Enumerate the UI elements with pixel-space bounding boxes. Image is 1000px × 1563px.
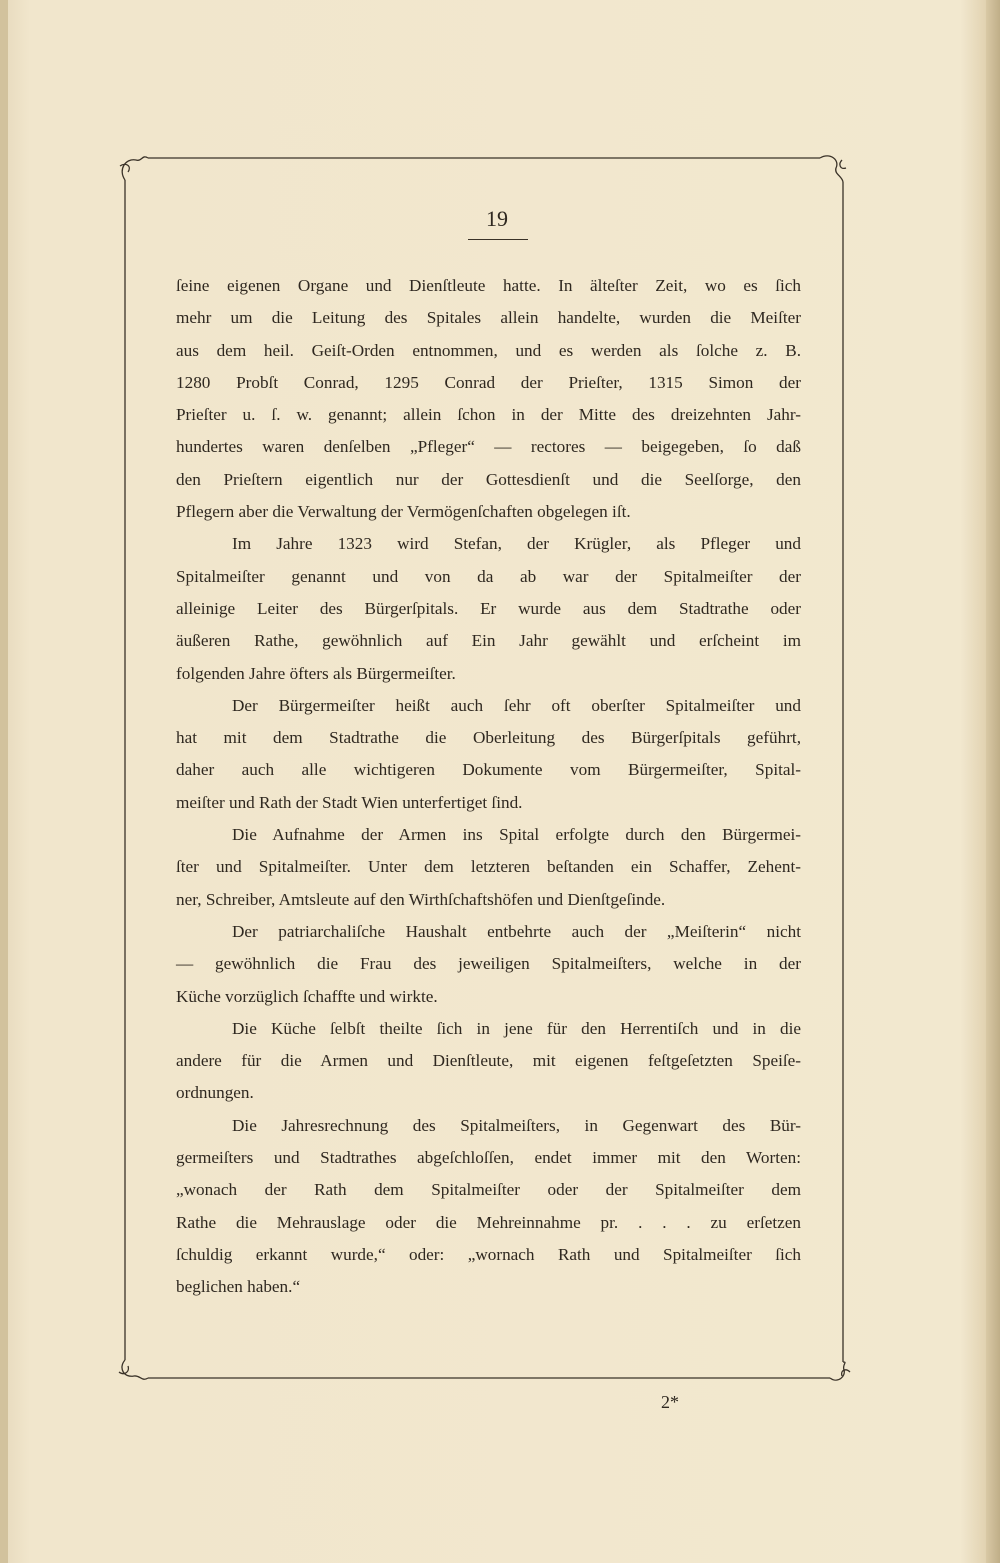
- text-line: mehr um die Leitung des Spitales allein handelte, wurden die Meiſter: [176, 308, 801, 328]
- text-line: Die Küche ſelbſt theilte ſich in jene für den Herrentiſch und in die: [232, 1018, 801, 1038]
- body-text: [176, 270, 801, 1304]
- text-line: alleinige Leiter des Bürgerſpitals. Er wurde aus dem Stadtrathe oder: [176, 598, 801, 618]
- text-line: — gewöhnlich die Frau des jeweiligen Spitalmeiſters, welche in der: [176, 954, 801, 974]
- text-line: aus dem heil. Geiſt-Orden entnommen, und es werden als ſolche z. B.: [176, 340, 801, 360]
- text-line: Rathe die Mehrauslage oder die Mehreinnahme pr. . . . zu erſetzen: [176, 1212, 801, 1232]
- text-line: folgenden Jahre öfters als Bürgermeiſter.: [176, 663, 456, 683]
- page-number: 19: [486, 206, 508, 231]
- text-line: Prieſter u. ſ. w. genannt; allein ſchon in der Mitte des dreizehnten Jahr-: [176, 405, 801, 425]
- text-line: Pflegern aber die Verwaltung der Vermögenſchaften obgelegen iſt.: [176, 502, 631, 522]
- text-line: „wonach der Rath dem Spitalmeiſter oder der Spitalmeiſter dem: [176, 1180, 801, 1200]
- text-line: Die Aufnahme der Armen ins Spital erfolgte durch den Bürgermei-: [232, 825, 801, 845]
- text-line: daher auch alle wichtigeren Dokumente vom Bürgermeiſter, Spital-: [176, 760, 801, 780]
- text-line: ordnungen.: [176, 1083, 254, 1103]
- text-line: Spitalmeiſter genannt und von da ab war der Spitalmeiſter der: [176, 566, 801, 586]
- text-line: ſeine eigenen Organe und Dienſtleute hatte. In älteſter Zeit, wo es ſich: [176, 276, 801, 295]
- text-line: beglichen haben.“: [176, 1277, 301, 1297]
- text-line: ſchuldig erkannt wurde,“ oder: „wornach Rath und Spitalmeiſter ſich: [176, 1244, 801, 1264]
- text-line: ner, Schreiber, Amtsleute auf den Wirthſchaftshöfen und Dienſtgeſinde.: [176, 889, 666, 909]
- text-line: hat mit dem Stadtrathe die Oberleitung des Bürgerſpitals geführt,: [176, 728, 801, 748]
- text-line: äußeren Rathe, gewöhnlich auf Ein Jahr gewählt und erſcheint im: [176, 631, 801, 651]
- text-line: meiſter und Rath der Stadt Wien unterfertiget ſind.: [176, 792, 523, 812]
- text-line: hundertes waren denſelben „Pfleger“ — rectores — beigegeben, ſo daß: [176, 437, 801, 457]
- text-line: den Prieſtern eigentlich nur der Gottesdienſt und die Seelſorge, den: [176, 469, 801, 489]
- text-line: 1280 Probſt Conrad, 1295 Conrad der Prieſter, 1315 Simon der: [176, 372, 801, 392]
- text-line: ſter und Spitalmeiſter. Unter dem letzteren beſtanden ein Schaffer, Zehent-: [176, 857, 801, 877]
- text-line: andere für die Armen und Dienſtleute, mit eigenen feſtgeſetzten Speiſe-: [176, 1051, 801, 1071]
- text-line: Der Bürgermeiſter heißt auch ſehr oft oberſter Spitalmeiſter und: [232, 695, 801, 715]
- text-line: Küche vorzüglich ſchaffte und wirkte.: [176, 986, 438, 1006]
- page-number-rule: [468, 239, 528, 240]
- signature-mark: 2*: [661, 1392, 679, 1412]
- text-line: Der patriarchaliſche Haushalt entbehrte auch der „Meiſterin“ nicht: [232, 921, 801, 941]
- text-line: Im Jahre 1323 wird Stefan, der Krügler, als Pfleger und: [232, 534, 801, 554]
- text-line: germeiſters und Stadtrathes abgeſchloſſen, endet immer mit den Worten:: [176, 1148, 801, 1168]
- text-line: Die Jahresrechnung des Spitalmeiſters, in Gegenwart des Bür-: [232, 1115, 801, 1135]
